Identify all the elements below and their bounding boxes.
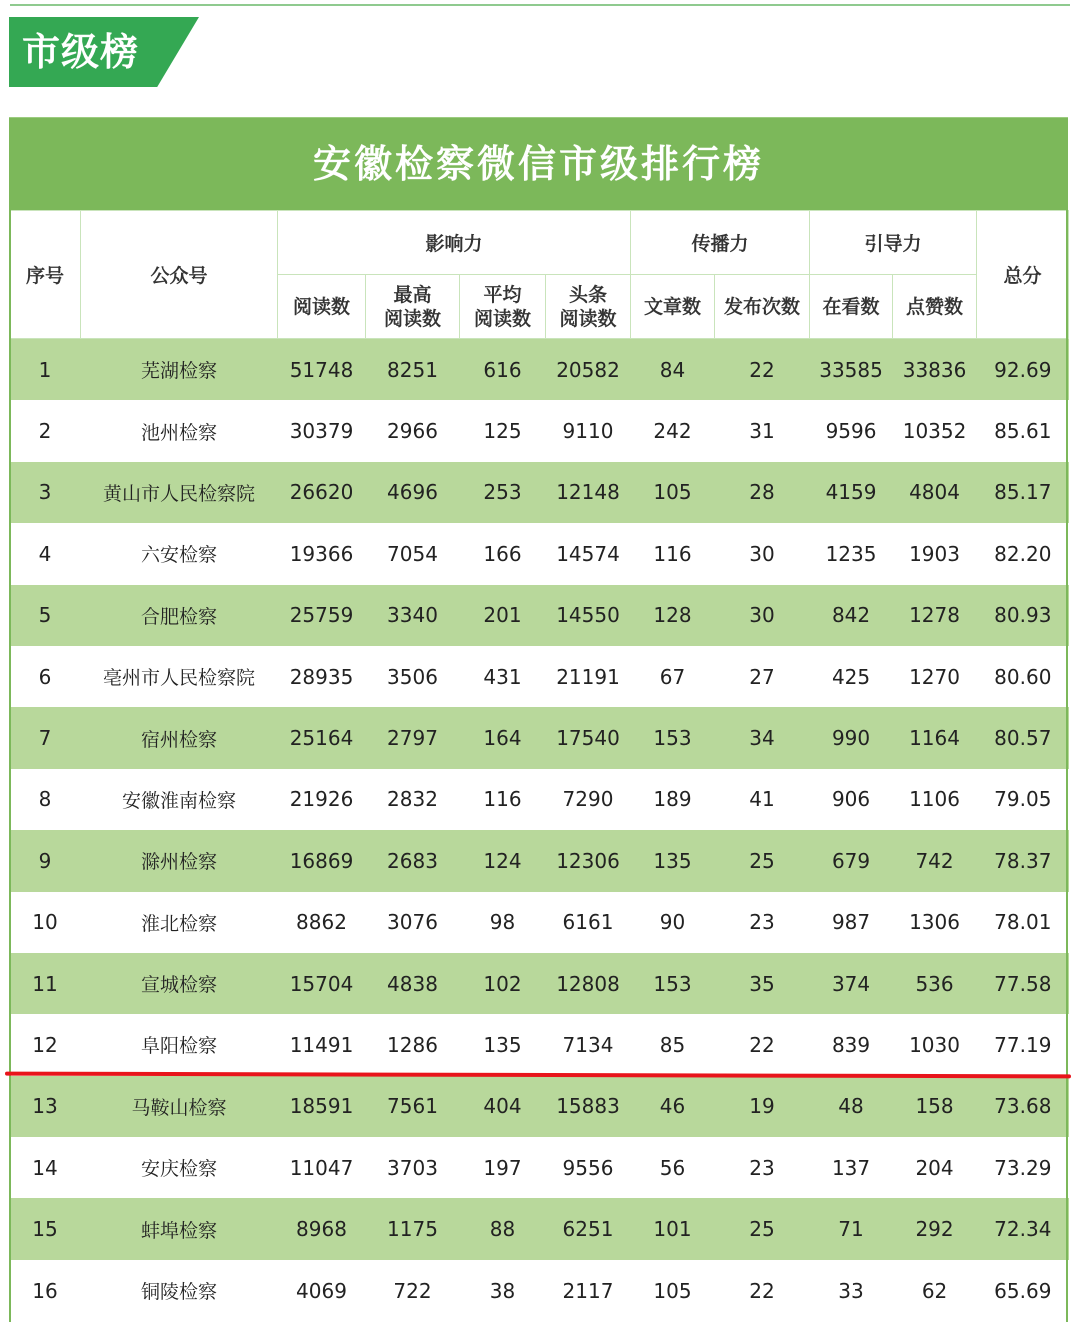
cell-max-reads: 3703 [366,1137,460,1198]
cell-avg-reads: 197 [460,1137,546,1198]
cell-account: 阜阳检察 [81,1014,278,1075]
cell-rank: 7 [10,707,81,768]
cell-account: 亳州市人民检察院 [81,646,278,707]
cell-reads: 26620 [278,462,366,523]
header-guidance: 引导力 [810,211,977,275]
section-banner-label: 市级榜 [22,30,140,74]
cell-rank: 9 [10,830,81,891]
cell-watching: 842 [810,585,893,646]
cell-avg-reads: 253 [460,462,546,523]
cell-publish-times: 23 [715,1137,810,1198]
cell-articles: 46 [631,1076,715,1137]
cell-rank: 10 [10,892,81,953]
cell-reads: 21926 [278,769,366,830]
cell-total: 80.57 [977,707,1069,768]
cell-max-reads: 2966 [366,400,460,461]
cell-headline-reads: 20582 [546,339,631,401]
table-row [10,462,1069,523]
table-row [10,1137,1069,1198]
table-row [10,646,1069,707]
cell-watching: 71 [810,1198,893,1259]
cell-headline-reads: 6251 [546,1198,631,1259]
ranking-table [9,210,1069,1321]
table-row [10,339,1069,401]
header-headline-reads-line2: 阅读数 [559,307,617,330]
cell-avg-reads: 124 [460,830,546,891]
cell-reads: 11047 [278,1137,366,1198]
cell-avg-reads: 201 [460,585,546,646]
cell-max-reads: 1175 [366,1198,460,1259]
header-influence: 影响力 [278,211,631,275]
cell-rank: 13 [10,1076,81,1137]
cell-watching: 839 [810,1014,893,1075]
cell-likes: 33836 [893,339,977,401]
cell-articles: 85 [631,1014,715,1075]
cell-articles: 153 [631,953,715,1014]
cell-account: 黄山市人民检察院 [81,462,278,523]
cell-account: 淮北检察 [81,892,278,953]
cell-watching: 137 [810,1137,893,1198]
cell-max-reads: 4838 [366,953,460,1014]
cell-rank: 1 [10,339,81,401]
cell-max-reads: 8251 [366,339,460,401]
cell-rank: 5 [10,585,81,646]
cell-avg-reads: 404 [460,1076,546,1137]
cell-reads: 11491 [278,1014,366,1075]
cell-total: 65.69 [977,1260,1069,1321]
cell-account: 芜湖检察 [81,339,278,401]
header-max-reads-line2: 阅读数 [383,307,441,330]
cell-articles: 67 [631,646,715,707]
cell-avg-reads: 431 [460,646,546,707]
cell-likes: 1278 [893,585,977,646]
cell-articles: 135 [631,830,715,891]
header-likes: 点赞数 [893,275,977,339]
cell-articles: 189 [631,769,715,830]
table-row [10,892,1069,953]
table-row [10,769,1069,830]
cell-articles: 105 [631,462,715,523]
cell-avg-reads: 125 [460,400,546,461]
cell-avg-reads: 38 [460,1260,546,1321]
cell-total: 78.01 [977,892,1069,953]
cell-account: 马鞍山检察 [81,1076,278,1137]
cell-headline-reads: 12808 [546,953,631,1014]
cell-headline-reads: 9110 [546,400,631,461]
cell-reads: 8968 [278,1198,366,1259]
cell-max-reads: 4696 [366,462,460,523]
cell-total: 85.17 [977,462,1069,523]
cell-likes: 158 [893,1076,977,1137]
cell-publish-times: 34 [715,707,810,768]
cell-headline-reads: 7290 [546,769,631,830]
header-avg-reads-line2: 阅读数 [473,307,531,330]
table-row [10,830,1069,891]
cell-publish-times: 28 [715,462,810,523]
cell-total: 78.37 [977,830,1069,891]
cell-rank: 14 [10,1137,81,1198]
cell-reads: 28935 [278,646,366,707]
board-title: 安徽检察微信市级排行榜 [9,117,1068,210]
cell-likes: 292 [893,1198,977,1259]
cell-max-reads: 7561 [366,1076,460,1137]
cell-likes: 1903 [893,523,977,584]
cell-reads: 8862 [278,892,366,953]
cell-headline-reads: 14550 [546,585,631,646]
cell-max-reads: 2832 [366,769,460,830]
header-max-reads [366,275,460,339]
cell-likes: 1306 [893,892,977,953]
cell-publish-times: 25 [715,830,810,891]
cell-articles: 101 [631,1198,715,1259]
cell-avg-reads: 88 [460,1198,546,1259]
header-max-reads-line1: 最高 [393,283,432,306]
header-reads: 阅读数 [278,275,366,339]
cell-publish-times: 19 [715,1076,810,1137]
cell-max-reads: 1286 [366,1014,460,1075]
cell-account: 安徽淮南检察 [81,769,278,830]
cell-reads: 51748 [278,339,366,401]
cell-likes: 742 [893,830,977,891]
cell-likes: 1164 [893,707,977,768]
cell-likes: 10352 [893,400,977,461]
cell-publish-times: 23 [715,892,810,953]
cell-publish-times: 27 [715,646,810,707]
cell-articles: 105 [631,1260,715,1321]
header-headline-reads [546,275,631,339]
cell-publish-times: 30 [715,523,810,584]
cell-watching: 33 [810,1260,893,1321]
cell-publish-times: 22 [715,1014,810,1075]
top-divider [10,4,1070,6]
cell-publish-times: 22 [715,1260,810,1321]
cell-watching: 990 [810,707,893,768]
cell-total: 72.34 [977,1198,1069,1259]
cell-avg-reads: 164 [460,707,546,768]
table-right-edge [1066,209,1068,1322]
cell-avg-reads: 116 [460,769,546,830]
cell-watching: 425 [810,646,893,707]
header-watching: 在看数 [810,275,893,339]
cell-rank: 2 [10,400,81,461]
cell-account: 六安检察 [81,523,278,584]
cell-max-reads: 3506 [366,646,460,707]
cell-articles: 242 [631,400,715,461]
cell-reads: 25759 [278,585,366,646]
cell-total: 73.68 [977,1076,1069,1137]
cell-headline-reads: 2117 [546,1260,631,1321]
cell-max-reads: 3076 [366,892,460,953]
cell-max-reads: 3340 [366,585,460,646]
cell-rank: 4 [10,523,81,584]
cell-reads: 30379 [278,400,366,461]
cell-max-reads: 722 [366,1260,460,1321]
header-avg-reads-line1: 平均 [483,283,522,306]
cell-publish-times: 31 [715,400,810,461]
cell-likes: 536 [893,953,977,1014]
cell-watching: 33585 [810,339,893,401]
cell-account: 安庆检察 [81,1137,278,1198]
cell-total: 80.60 [977,646,1069,707]
table-row [10,1014,1069,1075]
cell-watching: 906 [810,769,893,830]
table-row [10,953,1069,1014]
cell-total: 77.19 [977,1014,1069,1075]
cell-total: 85.61 [977,400,1069,461]
cell-total: 80.93 [977,585,1069,646]
header-headline-reads-line1: 头条 [569,283,608,306]
cell-headline-reads: 21191 [546,646,631,707]
cell-reads: 25164 [278,707,366,768]
cell-watching: 987 [810,892,893,953]
cell-headline-reads: 9556 [546,1137,631,1198]
cell-max-reads: 2683 [366,830,460,891]
table-row [10,400,1069,461]
cell-watching: 48 [810,1076,893,1137]
cell-account: 蚌埠检察 [81,1198,278,1259]
cell-publish-times: 35 [715,953,810,1014]
cell-rank: 11 [10,953,81,1014]
header-spread: 传播力 [631,211,810,275]
cell-reads: 15704 [278,953,366,1014]
cell-headline-reads: 14574 [546,523,631,584]
cell-total: 79.05 [977,769,1069,830]
table-left-edge [9,209,11,1322]
cell-rank: 8 [10,769,81,830]
header-publish-times: 发布次数 [715,275,810,339]
cell-account: 铜陵检察 [81,1260,278,1321]
ranking-rows [10,339,1069,1322]
cell-account: 滁州检察 [81,830,278,891]
table-row [10,1198,1069,1259]
cell-account: 合肥检察 [81,585,278,646]
table-row [10,1076,1069,1137]
cell-articles: 56 [631,1137,715,1198]
cell-rank: 3 [10,462,81,523]
cell-likes: 1270 [893,646,977,707]
cell-likes: 1106 [893,769,977,830]
cell-headline-reads: 12306 [546,830,631,891]
cell-account: 宿州检察 [81,707,278,768]
header-account: 公众号 [81,211,278,339]
cell-account: 宣城检察 [81,953,278,1014]
cell-total: 82.20 [977,523,1069,584]
cell-publish-times: 41 [715,769,810,830]
cell-headline-reads: 15883 [546,1076,631,1137]
table-row [10,1260,1069,1321]
cell-likes: 4804 [893,462,977,523]
cell-total: 92.69 [977,339,1069,401]
cell-likes: 204 [893,1137,977,1198]
cell-headline-reads: 17540 [546,707,631,768]
cell-headline-reads: 7134 [546,1014,631,1075]
cell-rank: 16 [10,1260,81,1321]
cell-total: 73.29 [977,1137,1069,1198]
table-row [10,523,1069,584]
cell-watching: 1235 [810,523,893,584]
cell-avg-reads: 616 [460,339,546,401]
cell-watching: 9596 [810,400,893,461]
ranking-board [9,117,1068,1322]
table-row [10,585,1069,646]
cell-rank: 12 [10,1014,81,1075]
cell-reads: 18591 [278,1076,366,1137]
cell-rank: 6 [10,646,81,707]
cell-publish-times: 30 [715,585,810,646]
cell-reads: 19366 [278,523,366,584]
cell-headline-reads: 6161 [546,892,631,953]
cell-reads: 16869 [278,830,366,891]
cell-articles: 128 [631,585,715,646]
table-row [10,707,1069,768]
cell-likes: 62 [893,1260,977,1321]
header-avg-reads [460,275,546,339]
header-articles: 文章数 [631,275,715,339]
cell-publish-times: 22 [715,339,810,401]
cell-articles: 153 [631,707,715,768]
header-rank: 序号 [10,211,81,339]
cell-articles: 116 [631,523,715,584]
cell-watching: 679 [810,830,893,891]
cell-watching: 4159 [810,462,893,523]
cell-reads: 4069 [278,1260,366,1321]
cell-watching: 374 [810,953,893,1014]
cell-avg-reads: 102 [460,953,546,1014]
cell-max-reads: 2797 [366,707,460,768]
cell-max-reads: 7054 [366,523,460,584]
cell-publish-times: 25 [715,1198,810,1259]
cell-account: 池州检察 [81,400,278,461]
cell-headline-reads: 12148 [546,462,631,523]
cell-avg-reads: 166 [460,523,546,584]
cell-rank: 15 [10,1198,81,1259]
cell-articles: 90 [631,892,715,953]
cell-avg-reads: 98 [460,892,546,953]
header-total: 总分 [977,211,1069,339]
cell-avg-reads: 135 [460,1014,546,1075]
cell-likes: 1030 [893,1014,977,1075]
cell-articles: 84 [631,339,715,401]
cell-total: 77.58 [977,953,1069,1014]
